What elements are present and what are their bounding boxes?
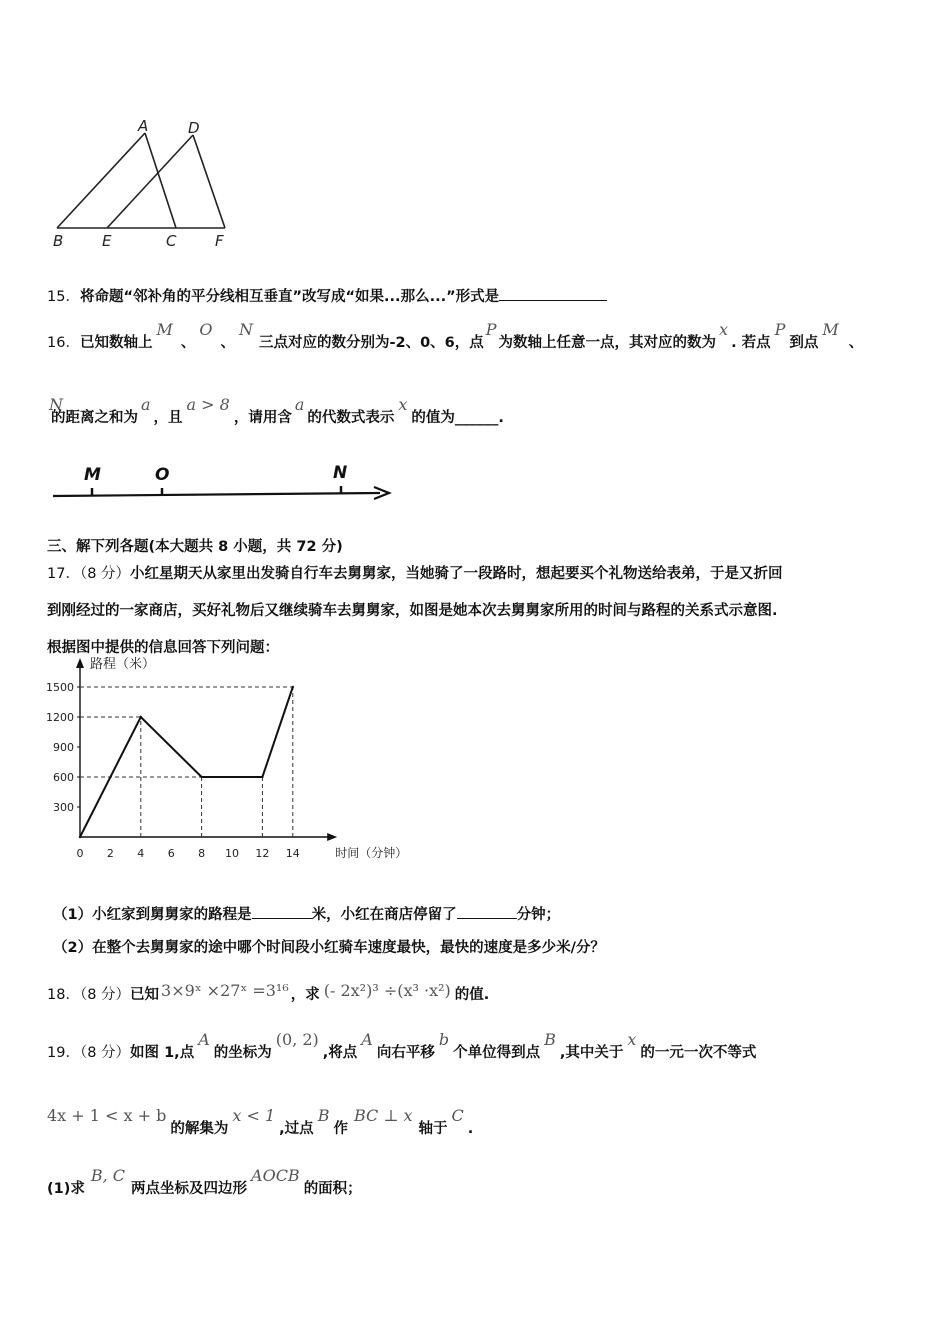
data-point	[140, 716, 142, 718]
q16-sep3: 、	[848, 335, 864, 351]
q16-O: O	[199, 320, 213, 339]
q16-P: P	[485, 320, 497, 339]
x-tick-label: 4	[137, 847, 145, 860]
q16-condition: a > 8	[186, 395, 230, 414]
q17-score: （8 分）	[79, 566, 131, 582]
x-tick-label: 8	[198, 847, 206, 860]
y-tick-label: 1500	[46, 681, 74, 694]
q16-text-8: ，请用含	[233, 410, 292, 426]
q15-text: 将命题“邻补角的平分线相互垂直”改写成“如果...那么...”形式是	[79, 289, 500, 305]
question-15	[47, 286, 607, 307]
q17-sub1-text-b: 米，小红在商店停留了	[311, 907, 457, 923]
q16-a2: a	[294, 395, 305, 414]
q18-text-3: 的值.	[454, 987, 490, 1003]
q19-sub1-text-b: 两点坐标及四边形	[131, 1181, 248, 1197]
q19-text-4: 向右平移	[376, 1045, 435, 1061]
label-O: O	[155, 465, 170, 485]
q16-sep2: 、	[220, 335, 235, 351]
q16-text-3: 为数轴上任意一点，其对应的数为	[498, 335, 717, 351]
q19-solution: x < 1	[232, 1106, 276, 1125]
q17-sub2: （2）在整个去舅舅家的途中哪个时间段小红骑车速度最快，最快的速度是多少米/分？	[53, 940, 605, 956]
q15-number: 15．	[47, 289, 80, 305]
segment-BA	[57, 133, 145, 228]
q19-BC: B, C	[90, 1166, 126, 1185]
q17-number: 17．	[47, 566, 80, 582]
q19-text-9: ,过点	[279, 1121, 314, 1137]
q17-text-1: 小红星期天从家里出发骑自行车去舅舅家，当她骑了一段路时，想起要买个礼物送给表弟，于是又折回	[130, 566, 783, 582]
q16-a: a	[141, 395, 151, 414]
q19-B: B	[544, 1030, 556, 1049]
question-19-line2	[47, 1106, 474, 1139]
question-16-line1	[47, 320, 864, 353]
label-F: F	[215, 232, 224, 250]
q19-perp: BC ⊥ x	[353, 1106, 413, 1125]
q19-text-2: 的坐标为	[213, 1045, 272, 1061]
label-M: M	[84, 465, 101, 485]
question-19-sub1	[47, 1166, 362, 1199]
data-point	[200, 776, 202, 778]
x-tick-label: 6	[167, 847, 175, 860]
q19-inequality: 4x + 1 < x + b	[47, 1106, 167, 1125]
q16-P2: P	[774, 320, 786, 339]
x-tick-label: 2	[106, 847, 114, 860]
q16-N: N	[238, 320, 253, 339]
y-tick-label: 300	[53, 801, 74, 814]
x-tick-label: 10	[225, 847, 239, 860]
section-3-title: 三、解下列各题(本大题共 8 小题，共 72 分)	[47, 539, 343, 555]
q18-number: 18．	[47, 987, 80, 1003]
triangle-figure	[45, 115, 245, 250]
x-tick-label: 14	[285, 847, 300, 860]
label-C: C	[166, 232, 177, 250]
segment-AC	[145, 133, 176, 228]
q16-x: x	[719, 320, 729, 339]
q16-M2: M	[822, 320, 839, 339]
q19-text-8: 的解集为	[170, 1121, 229, 1137]
x-tick-label: 0	[76, 847, 84, 860]
q16-M: M	[156, 320, 173, 339]
question-18	[47, 981, 490, 1005]
question-17-line2: 到刚经过的一家商店，买好礼物后又继续骑车去舅舅家，如图是她本次去舅舅家所用的时间与路程的关系式示意图.	[47, 603, 778, 619]
q16-text-6: 的距离之和为	[51, 410, 138, 426]
q19-text-10: 作	[333, 1121, 348, 1137]
number-line-figure	[50, 458, 395, 508]
data-point	[261, 776, 263, 778]
label-N: N	[333, 463, 348, 483]
q16-text-1: 已知数轴上	[79, 335, 153, 351]
x-axis-label: 时间（分钟）	[335, 846, 408, 860]
question-19-line1	[47, 1030, 757, 1063]
q18-text-1: 已知	[130, 987, 160, 1003]
q16-text-4: . 若点	[731, 335, 771, 351]
number-line-axis	[53, 493, 380, 496]
q16-text-7: ，且	[153, 410, 183, 426]
y-axis-arrow-icon	[76, 658, 84, 668]
q19-A: A	[198, 1030, 210, 1049]
q16-text-5: 到点	[789, 335, 819, 351]
data-point	[292, 686, 294, 688]
y-axis-label: 路程（米）	[90, 657, 156, 672]
q18-expression: (- 2x²)³ ÷(x³ ·x²)	[323, 981, 451, 1000]
q16-sep1: 、	[180, 335, 196, 351]
q19-b: b	[438, 1030, 450, 1049]
q19-text-12: .	[467, 1121, 474, 1137]
q19-coord: (0, 2)	[275, 1030, 319, 1049]
x-tick-label: 12	[255, 847, 270, 860]
question-16-line2	[49, 395, 504, 428]
q19-text-5: 个单位得到点	[453, 1045, 541, 1061]
distance-series-line	[80, 687, 293, 837]
data-point	[79, 836, 81, 838]
q17-sub1	[53, 904, 560, 925]
q17-sub1-blank-distance[interactable]	[252, 904, 312, 919]
q18-equation: 3×9ˣ ×27ˣ =3¹⁶	[161, 981, 289, 1000]
q19-A2: A	[361, 1030, 373, 1049]
q19-C: C	[451, 1106, 464, 1125]
segment-DF	[193, 135, 225, 228]
q17-sub1-text-c: 分钟；	[516, 907, 561, 923]
q18-text-2: ，求	[290, 987, 320, 1003]
q17-sub1-blank-minutes[interactable]	[457, 904, 517, 919]
q19-sub1-text-a: (1)求	[47, 1181, 85, 1197]
q19-sub1-text-c: 的面积；	[303, 1181, 362, 1197]
q16-x2: x	[398, 395, 408, 414]
q19-x: x	[627, 1030, 637, 1049]
q19-text-7: 的一元一次不等式	[640, 1045, 757, 1061]
y-tick-label: 900	[53, 741, 74, 754]
q16-N2: N	[49, 395, 63, 414]
q19-text-3: ,将点	[322, 1045, 358, 1061]
question-17-line3: 根据图中提供的信息回答下列问题：	[47, 640, 279, 656]
q19-number: 19．	[47, 1045, 80, 1061]
q16-text-9: 的代数式表示	[307, 410, 395, 426]
label-D: D	[188, 119, 200, 137]
q16-text-10: 的值为______.	[411, 410, 504, 426]
q16-number: 16．	[47, 335, 80, 351]
question-17-line1	[47, 564, 783, 584]
q15-answer-blank[interactable]	[499, 286, 607, 301]
q17-sub1-text-a: （1）小红家到舅舅家的路程是	[53, 907, 252, 923]
label-B: B	[53, 232, 64, 250]
q16-text-2: 三点对应的数分别为-2、0、6，点	[258, 335, 484, 351]
label-A: A	[138, 117, 149, 135]
q18-score: （8 分）	[79, 987, 131, 1003]
q19-text-11: 轴于	[418, 1121, 448, 1137]
q19-text-6: ,其中关于	[559, 1045, 624, 1061]
distance-time-chart	[40, 657, 420, 872]
q19-text-1: 如图 1,点	[130, 1045, 195, 1061]
q19-score: （8 分）	[79, 1045, 131, 1061]
label-E: E	[102, 232, 112, 250]
x-axis-arrow-icon	[327, 833, 337, 841]
y-tick-label: 1200	[46, 711, 74, 724]
q19-AOCB: AOCB	[251, 1166, 300, 1185]
y-tick-label: 600	[53, 771, 74, 784]
q19-B2: B	[317, 1106, 330, 1125]
